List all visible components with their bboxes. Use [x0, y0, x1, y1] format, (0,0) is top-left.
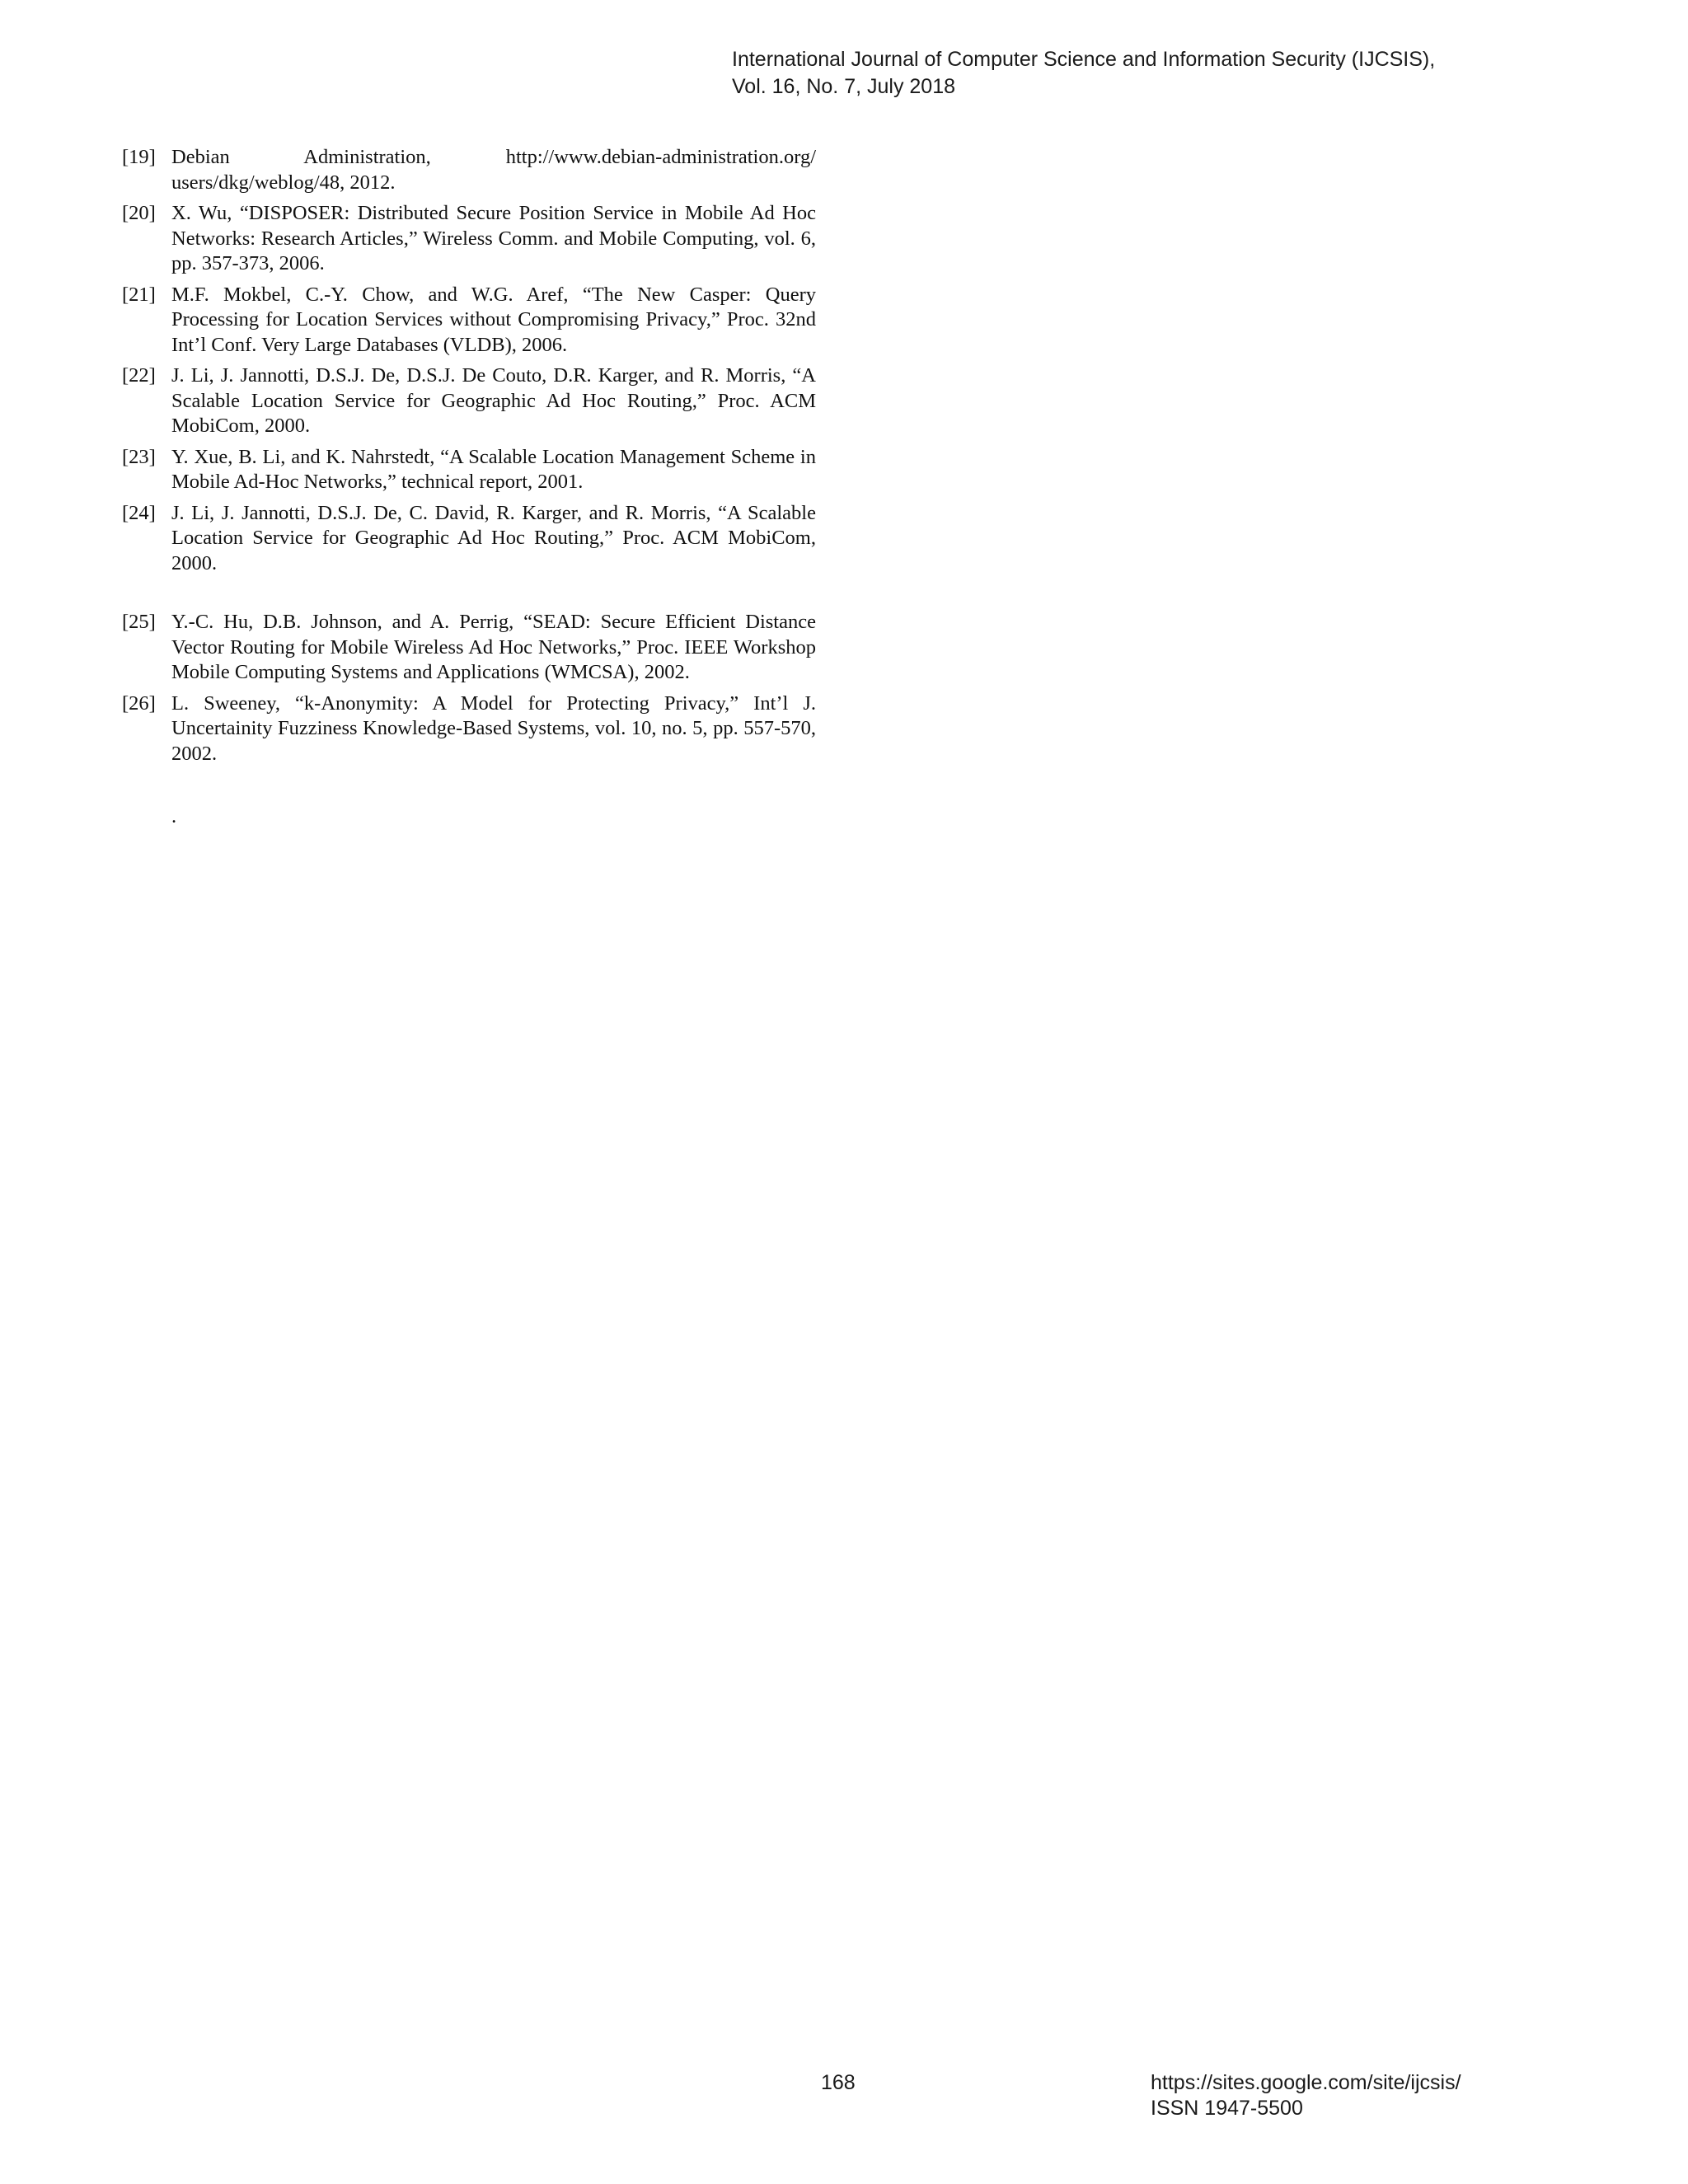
- reference-text: Y.-C. Hu, D.B. Johnson, and A. Perrig, “SEAD: Secure Efficient Distance Vector Routing for Mobile Wireless Ad Hoc Networks,” Proc. IEEE Workshop Mobile Computing Systems and Applications (WMCSA), 2002.: [171, 611, 816, 683]
- reference-text: J. Li, J. Jannotti, D.S.J. De, D.S.J. De Couto, D.R. Karger, and R. Morris, “A Scalable Location Service for Geographic Ad Hoc Routing,” Proc. ACM MobiCom, 2000.: [171, 364, 816, 437]
- journal-url: https://sites.google.com/site/ijcsis/: [1151, 2071, 1461, 2094]
- reference-item: [122, 610, 816, 686]
- reference-text: X. Wu, “DISPOSER: Distributed Secure Position Service in Mobile Ad Hoc Networks: Research Articles,” Wireless Comm. and Mobile Computing, vol. 6, pp. 357-373, 2006.: [171, 202, 816, 274]
- journal-volume: Vol. 16, No. 7, July 2018: [732, 75, 956, 98]
- reference-number: [20]: [122, 202, 156, 224]
- reference-list: [122, 145, 816, 772]
- reference-item: [122, 201, 816, 277]
- reference-number: [26]: [122, 691, 156, 715]
- reference-text: L. Sweeney, “k-Anonymity: A Model for Protecting Privacy,” Int’l J. Uncertainity Fuzziness Knowledge-Based Systems, vol. 10, no. 5, pp. 557-570, 2002.: [171, 691, 816, 765]
- reference-number: [21]: [122, 283, 156, 306]
- reference-item: [122, 501, 816, 577]
- journal-header: [732, 46, 1655, 101]
- reference-number: [19]: [122, 146, 156, 168]
- stray-period: .: [171, 805, 177, 827]
- issn: ISSN 1947-5500: [1151, 2097, 1303, 2120]
- footer-info: [1151, 2070, 1461, 2121]
- reference-text: J. Li, J. Jannotti, D.S.J. De, C. David, R. Karger, and R. Morris, “A Scalable Location Service for Geographic Ad Hoc Routing,” Proc. ACM MobiCom, 2000.: [171, 501, 816, 574]
- reference-text: Debian Administration, http://www.debian-administration.org/ users/dkg/weblog/48, 2012.: [171, 146, 816, 194]
- journal-title: International Journal of Computer Science and Information Security (IJCSIS),: [732, 48, 1436, 71]
- reference-text: M.F. Mokbel, C.-Y. Chow, and W.G. Aref, “The New Casper: Query Processing for Location Services without Compromising Privacy,” Proc. 32nd Int’l Conf. Very Large Databases (VLDB), 2006.: [171, 283, 816, 356]
- page-number: 168: [821, 2071, 856, 2094]
- reference-item: [122, 691, 816, 767]
- reference-item: [122, 445, 816, 495]
- reference-item: [122, 283, 816, 359]
- reference-number: [22]: [122, 364, 156, 387]
- reference-number: [24]: [122, 501, 156, 524]
- reference-text: Y. Xue, B. Li, and K. Nahrstedt, “A Scalable Location Management Scheme in Mobile Ad-Hoc Networks,” technical report, 2001.: [171, 445, 816, 493]
- reference-number: [23]: [122, 445, 156, 468]
- reference-item: [122, 145, 816, 195]
- reference-number: [25]: [122, 611, 156, 633]
- reference-item: [122, 363, 816, 439]
